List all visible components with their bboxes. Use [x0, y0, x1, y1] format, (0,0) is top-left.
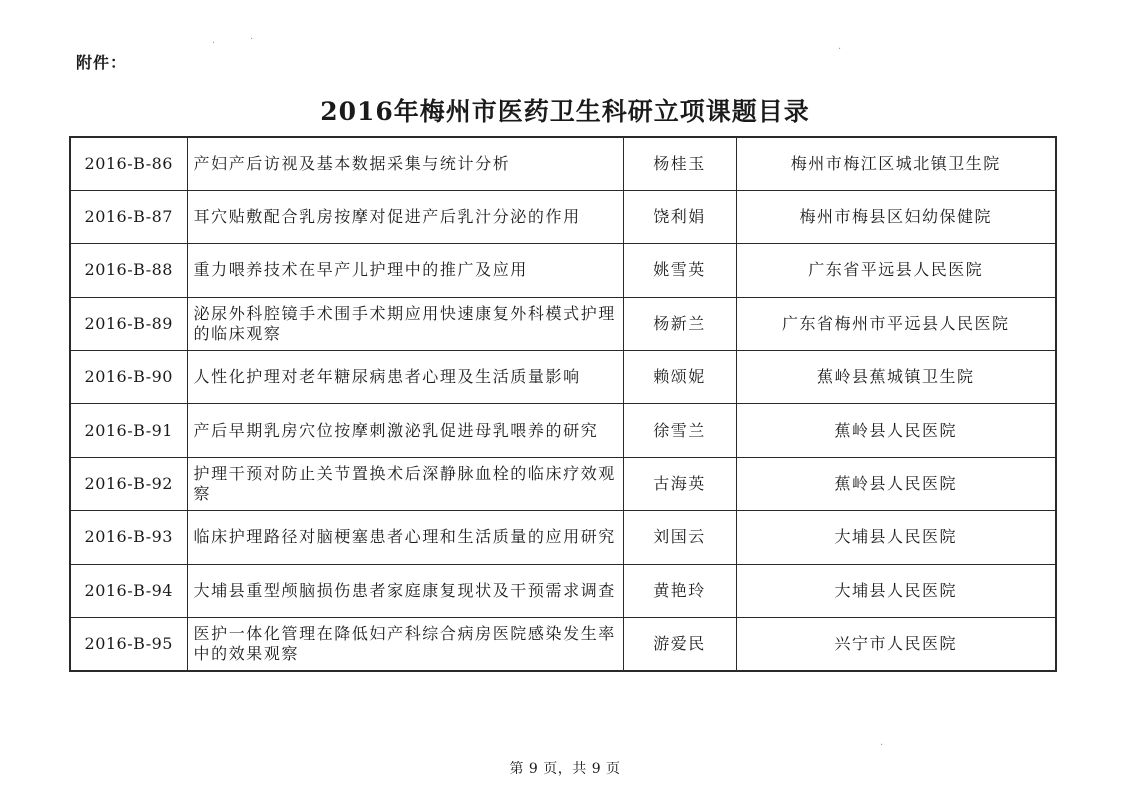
project-leader-cell: 赖颂妮: [623, 351, 736, 404]
institution-cell: 广东省平远县人民医院: [736, 244, 1056, 297]
project-leader-cell: 徐雪兰: [623, 404, 736, 457]
project-title-cell: 产后早期乳房穴位按摩刺激泌乳促进母乳喂养的研究: [187, 404, 623, 457]
project-title-cell: 产妇产后访视及基本数据采集与统计分析: [187, 137, 623, 190]
table-row: [70, 297, 1056, 350]
project-id-cell: 2016-B-86: [70, 137, 187, 190]
project-id-cell: 2016-B-94: [70, 564, 187, 617]
institution-cell: 兴宁市人民医院: [736, 618, 1056, 671]
project-id-cell: 2016-B-91: [70, 404, 187, 457]
table-row: [70, 564, 1056, 617]
table-row: [70, 404, 1056, 457]
project-title-cell: 人性化护理对老年糖尿病患者心理及生活质量影响: [187, 351, 623, 404]
project-leader-cell: 游爱民: [623, 618, 736, 671]
scan-speck: ·: [880, 740, 884, 751]
document-title: 2016年梅州市医药卫生科研立项课题目录: [320, 97, 810, 126]
project-id-cell: 2016-B-89: [70, 297, 187, 350]
project-leader-cell: 黄艳玲: [623, 564, 736, 617]
institution-cell: 梅州市梅县区妇幼保健院: [736, 190, 1056, 243]
institution-cell: 蕉岭县蕉城镇卫生院: [736, 351, 1056, 404]
project-id-cell: 2016-B-93: [70, 511, 187, 564]
institution-cell: 广东省梅州市平远县人民医院: [736, 297, 1056, 350]
project-title-cell: 泌尿外科腔镜手术围手术期应用快速康复外科模式护理的临床观察: [187, 297, 623, 350]
table-row: [70, 351, 1056, 404]
project-leader-cell: 姚雪英: [623, 244, 736, 297]
project-id-cell: 2016-B-90: [70, 351, 187, 404]
table-row: [70, 244, 1056, 297]
table-row: [70, 511, 1056, 564]
project-title-cell: 医护一体化管理在降低妇产科综合病房医院感染发生率中的效果观察: [187, 618, 623, 671]
project-leader-cell: 古海英: [623, 457, 736, 510]
project-id-cell: 2016-B-95: [70, 618, 187, 671]
project-leader-cell: 饶利娟: [623, 190, 736, 243]
project-title-cell: 护理干预对防止关节置换术后深静脉血栓的临床疗效观察: [187, 457, 623, 510]
institution-cell: 蕉岭县人民医院: [736, 404, 1056, 457]
page-footer: 第 9 页，共 9 页: [509, 761, 621, 777]
table-row: [70, 457, 1056, 510]
scan-speck: ·: [250, 34, 254, 45]
project-id-cell: 2016-B-88: [70, 244, 187, 297]
project-title-cell: 临床护理路径对脑梗塞患者心理和生活质量的应用研究: [187, 511, 623, 564]
scan-speck: ·: [212, 38, 216, 49]
institution-cell: 蕉岭县人民医院: [736, 457, 1056, 510]
institution-cell: 梅州市梅江区城北镇卫生院: [736, 137, 1056, 190]
table-row: [70, 618, 1056, 671]
project-id-cell: 2016-B-92: [70, 457, 187, 510]
institution-cell: 大埔县人民医院: [736, 511, 1056, 564]
project-title-cell: 大埔县重型颅脑损伤患者家庭康复现状及干预需求调查: [187, 564, 623, 617]
table-row: [70, 190, 1056, 243]
project-table: [69, 136, 1057, 672]
project-leader-cell: 刘国云: [623, 511, 736, 564]
attachment-label: 附件：: [76, 53, 128, 72]
scan-speck: ·: [838, 44, 842, 55]
table-row: [70, 137, 1056, 190]
project-leader-cell: 杨桂玉: [623, 137, 736, 190]
project-leader-cell: 杨新兰: [623, 297, 736, 350]
project-id-cell: 2016-B-87: [70, 190, 187, 243]
project-title-cell: 重力喂养技术在早产儿护理中的推广及应用: [187, 244, 623, 297]
institution-cell: 大埔县人民医院: [736, 564, 1056, 617]
project-title-cell: 耳穴贴敷配合乳房按摩对促进产后乳汁分泌的作用: [187, 190, 623, 243]
